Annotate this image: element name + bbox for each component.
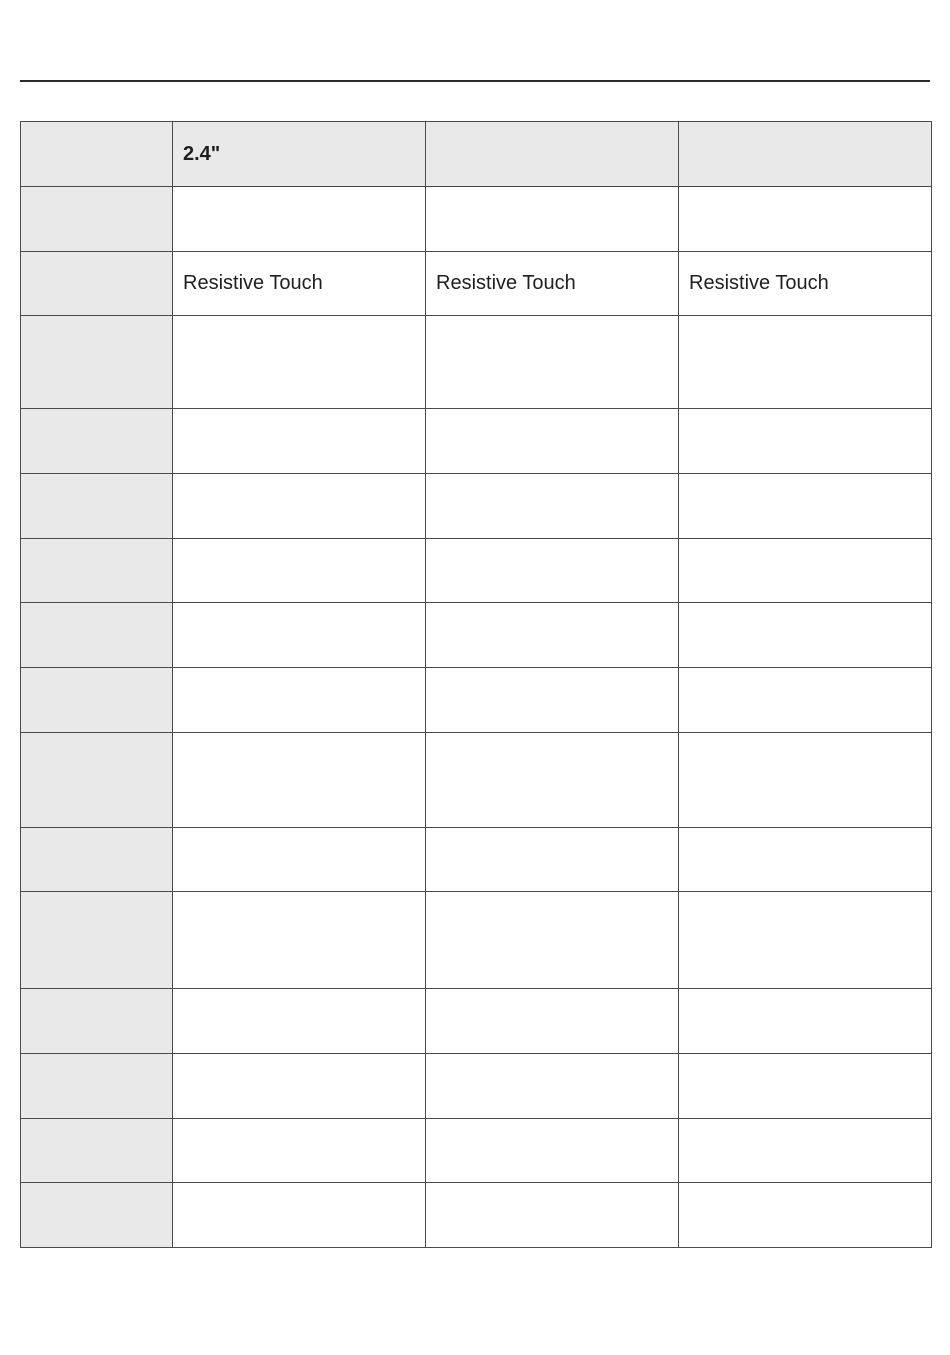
table-cell — [173, 892, 426, 989]
table-cell — [173, 474, 426, 539]
table-cell — [173, 1119, 426, 1183]
row-label — [21, 1183, 173, 1248]
row-label — [21, 1119, 173, 1183]
table-cell — [426, 668, 679, 733]
table-cell: Resistive Touch — [679, 252, 932, 316]
table-cell — [173, 828, 426, 892]
row-label — [21, 474, 173, 539]
table-body — [21, 187, 932, 1248]
table-cell — [426, 989, 679, 1054]
table-cell — [679, 892, 932, 989]
table-cell: Resistive Touch — [426, 252, 679, 316]
table-cell — [173, 1183, 426, 1248]
table-row — [21, 474, 932, 539]
table-cell — [426, 828, 679, 892]
table-cell — [426, 409, 679, 474]
table-row — [21, 409, 932, 474]
table-cell — [173, 187, 426, 252]
row-label — [21, 539, 173, 603]
table-cell — [173, 603, 426, 668]
table-cell — [426, 474, 679, 539]
specification-table — [20, 121, 932, 1248]
table-cell — [679, 989, 932, 1054]
row-label — [21, 828, 173, 892]
table-cell — [679, 409, 932, 474]
table-cell — [173, 539, 426, 603]
table-cell — [426, 539, 679, 603]
table-cell — [173, 989, 426, 1054]
table-cell — [426, 1119, 679, 1183]
table-row — [21, 989, 932, 1054]
row-label — [21, 733, 173, 828]
row-label — [21, 989, 173, 1054]
header-cell-0 — [21, 122, 173, 187]
table-row — [21, 668, 932, 733]
table-cell — [679, 539, 932, 603]
table-cell — [426, 1054, 679, 1119]
row-label — [21, 409, 173, 474]
table-cell — [679, 603, 932, 668]
header-row — [21, 122, 932, 187]
header-rule — [20, 80, 930, 82]
table-cell — [426, 1183, 679, 1248]
table-cell — [426, 187, 679, 252]
table-cell — [173, 668, 426, 733]
table-cell — [426, 603, 679, 668]
table-cell — [679, 474, 932, 539]
table-cell — [679, 1183, 932, 1248]
table-cell — [679, 187, 932, 252]
header-cell-1: 2.4" — [173, 122, 426, 187]
row-label — [21, 603, 173, 668]
table-cell — [173, 1054, 426, 1119]
table-cell — [679, 316, 932, 409]
table-cell — [173, 409, 426, 474]
table-cell: Resistive Touch — [173, 252, 426, 316]
table-cell — [679, 1054, 932, 1119]
table-row — [21, 892, 932, 989]
row-label — [21, 187, 173, 252]
table-row — [21, 252, 932, 316]
table-cell — [679, 828, 932, 892]
table-row — [21, 316, 932, 409]
table-row — [21, 539, 932, 603]
table-row — [21, 187, 932, 252]
row-label — [21, 1054, 173, 1119]
table-cell — [426, 316, 679, 409]
table-row — [21, 1119, 932, 1183]
table-cell — [679, 668, 932, 733]
table-cell — [173, 316, 426, 409]
table-cell — [426, 892, 679, 989]
header-cell-3 — [679, 122, 932, 187]
row-label — [21, 316, 173, 409]
header-cell-2 — [426, 122, 679, 187]
table-row — [21, 828, 932, 892]
table-header — [21, 122, 932, 187]
row-label — [21, 668, 173, 733]
row-label — [21, 892, 173, 989]
table-row — [21, 733, 932, 828]
table-cell — [679, 733, 932, 828]
table-cell — [426, 733, 679, 828]
table-row — [21, 1183, 932, 1248]
table-cell — [679, 1119, 932, 1183]
table-cell — [173, 733, 426, 828]
table-row — [21, 1054, 932, 1119]
table-row — [21, 603, 932, 668]
row-label — [21, 252, 173, 316]
